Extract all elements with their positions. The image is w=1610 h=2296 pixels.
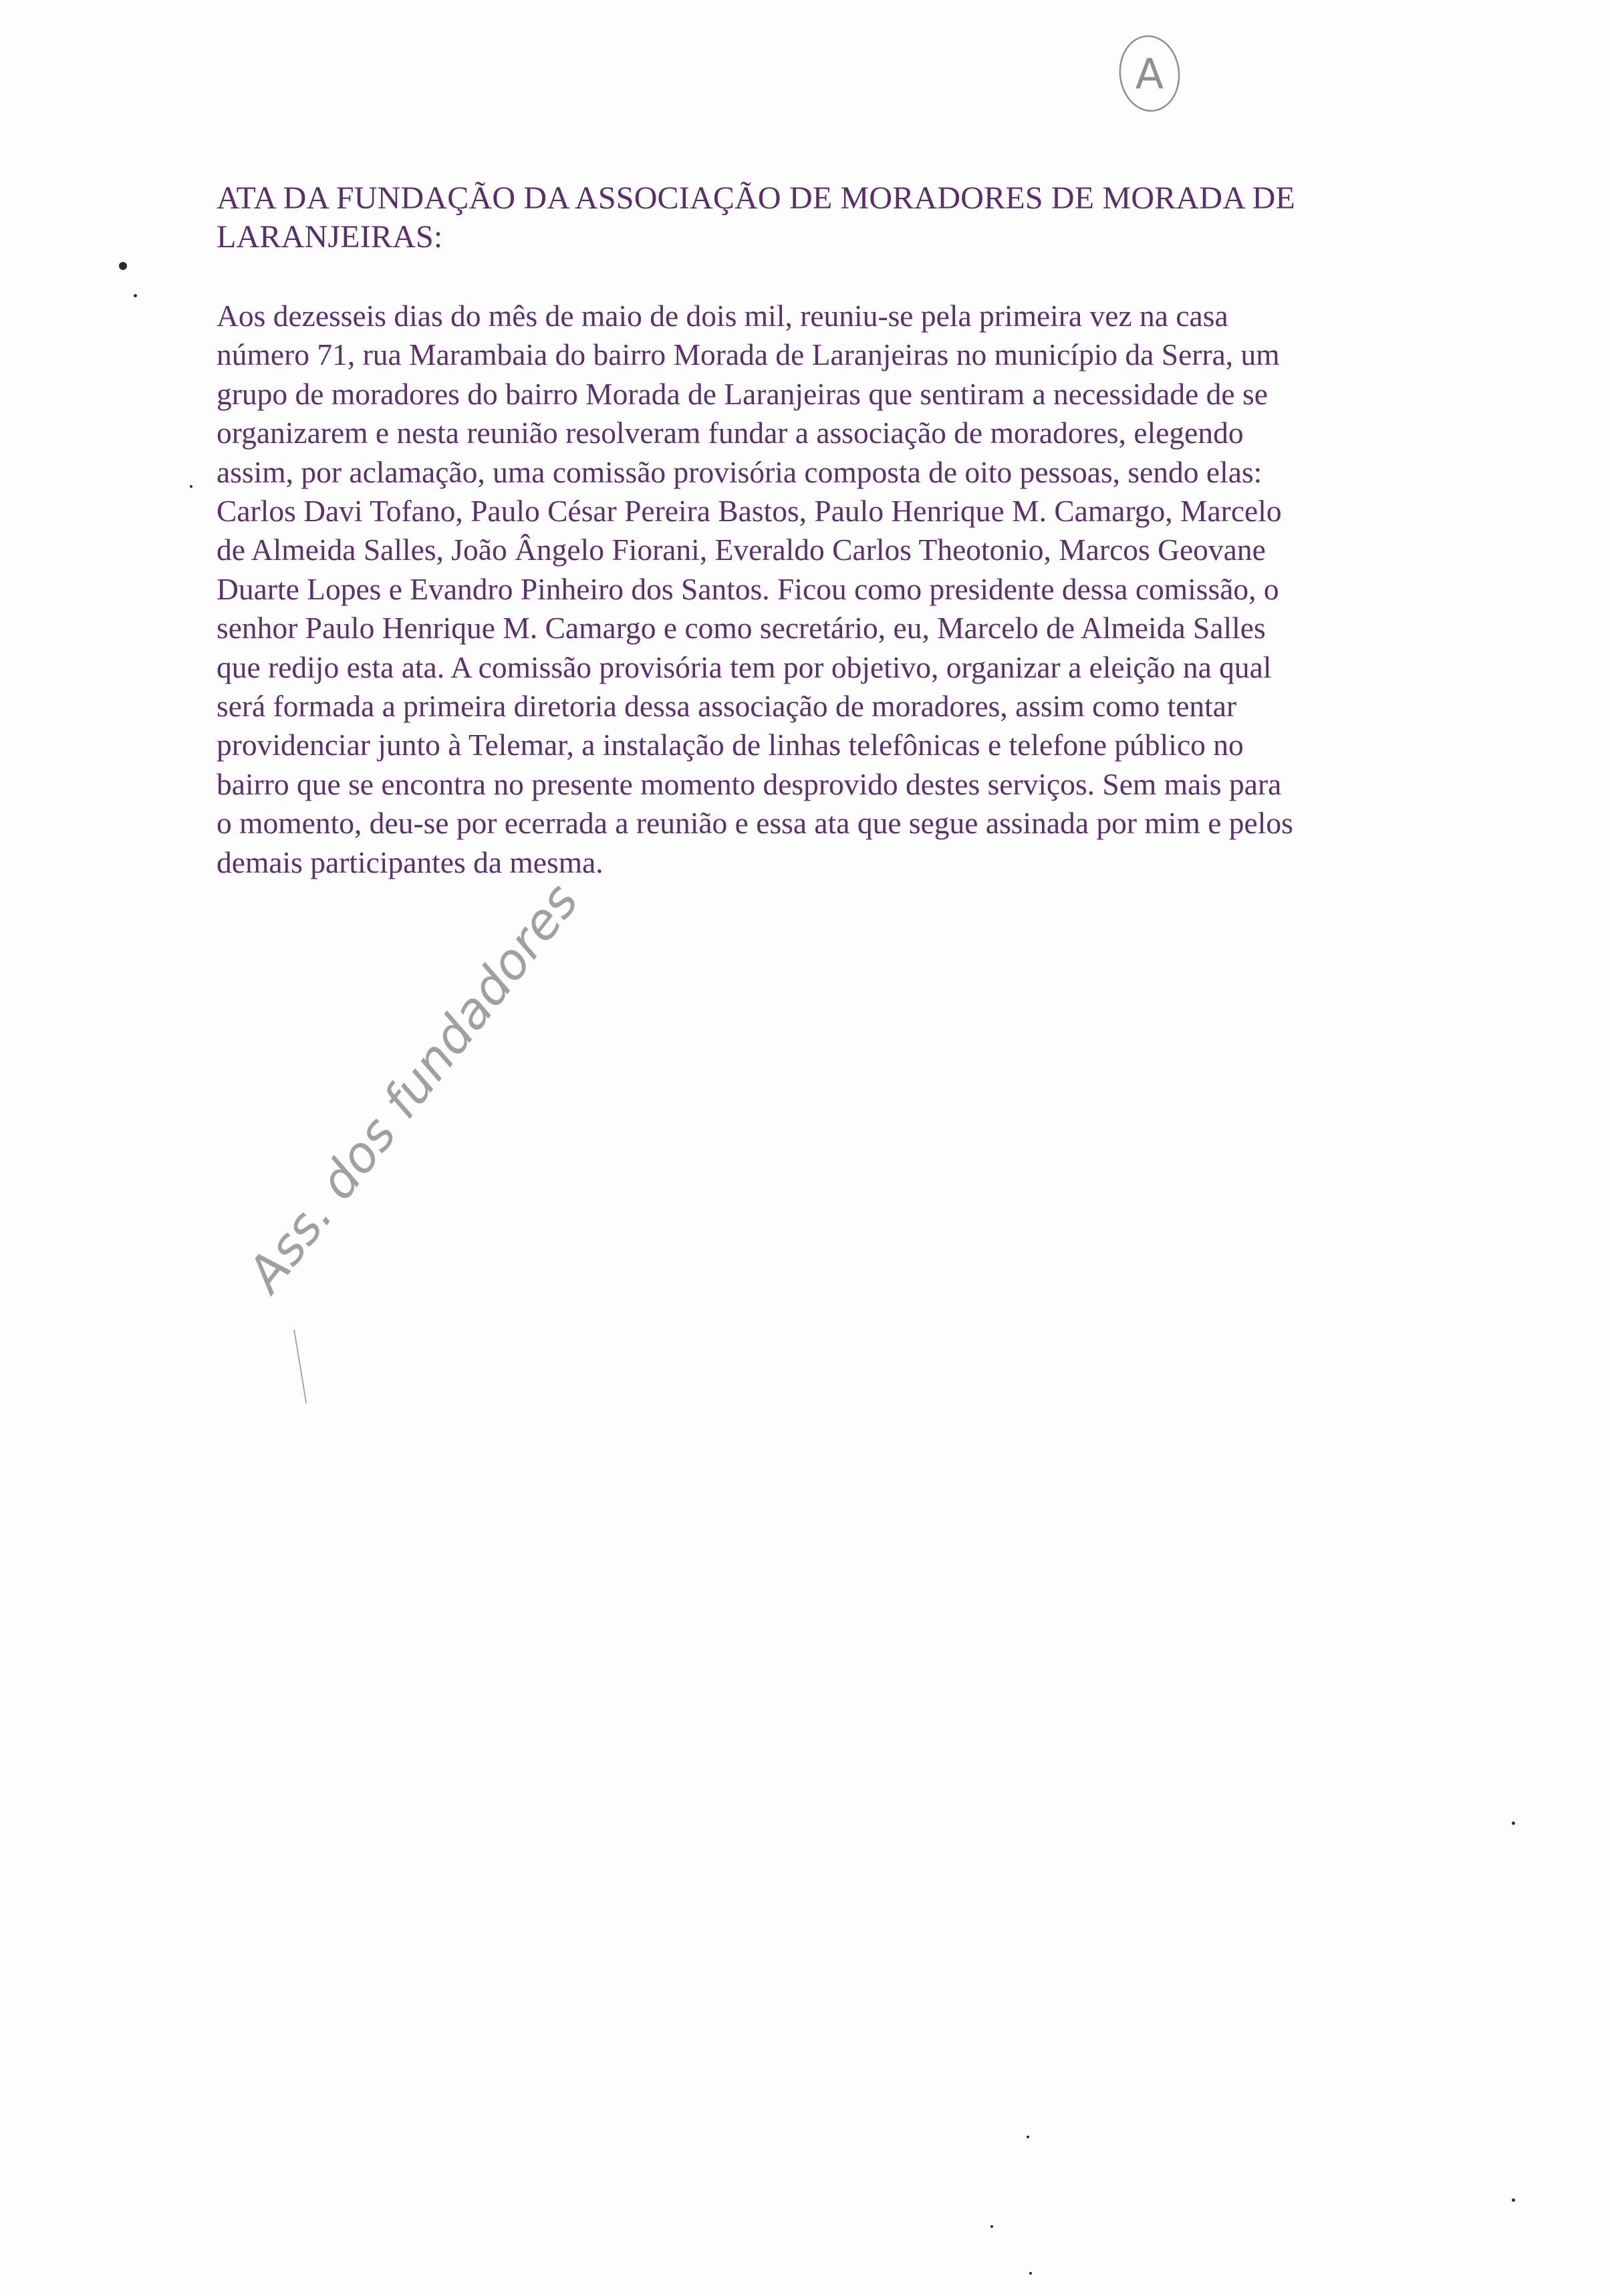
body-line: que redijo esta ata. A comissão provisória tem por objetivo, organizar a eleição na qual [217, 650, 1272, 684]
handwritten-margin-note [160, 873, 590, 1417]
body-line: grupo de moradores do bairro Morada de Laranjeiras que sentiram a necessidade de se [217, 376, 1268, 411]
paper-speck [190, 485, 192, 488]
body-line: Duarte Lopes e Evandro Pinheiro dos Santos. Ficou como presidente dessa comissão, o [217, 571, 1279, 606]
margin-note-text: Ass. dos fundadores [236, 873, 590, 1302]
body-line: demais participantes da mesma. [217, 845, 603, 879]
circled-letter-annotation [1109, 27, 1190, 120]
paper-speck [119, 262, 127, 270]
paper-speck [990, 2225, 993, 2228]
body-line: organizarem e nesta reunião resolveram fundar a associação de moradores, elegendo [217, 416, 1244, 450]
body-line: bairro que se encontra no presente momento desprovido destes serviços. Sem mais para [217, 766, 1282, 801]
body-line: de Almeida Salles, João Ângelo Fiorani, Everaldo Carlos Theotonio, Marcos Geovane [217, 533, 1266, 567]
body-line: Carlos Davi Tofano, Paulo César Pereira Bastos, Paulo Henrique M. Camargo, Marcelo [217, 494, 1282, 529]
body-line: Aos dezesseis dias do mês de maio de dois mil, reuniu-se pela primeira vez na casa [217, 299, 1228, 333]
paper-speck [1029, 2272, 1032, 2275]
body-line: providenciar junto à Telemar, a instalação de linhas telefônicas e telefone público no [217, 728, 1244, 762]
body-line: assim, por aclamação, uma comissão provisória composta de oito pessoas, sendo elas: [217, 454, 1262, 489]
body-line: número 71, rua Marambaia do bairro Morada de Laranjeiras no município da Serra, um [217, 337, 1280, 372]
body-line: senhor Paulo Henrique M. Camargo e como secretário, eu, Marcelo de Almeida Salles [217, 611, 1266, 645]
corner-mark-text: A [1135, 49, 1164, 98]
paper-speck [1512, 1822, 1515, 1825]
body-line: será formada a primeira diretoria dessa associação de moradores, assim como tentar [217, 689, 1237, 724]
body-line: o momento, deu-se por ecerrada a reunião e essa ata que segue assinada por mim e pelos [217, 806, 1293, 841]
document-title: ATA DA FUNDAÇÃO DA ASSOCIAÇÃO DE MORADORES DE MORADA DE LARANJEIRAS: [217, 180, 1296, 255]
document-body [217, 297, 1413, 882]
paper-speck [1512, 2198, 1515, 2202]
paper-speck [134, 294, 137, 297]
paper-speck [1027, 2136, 1029, 2138]
